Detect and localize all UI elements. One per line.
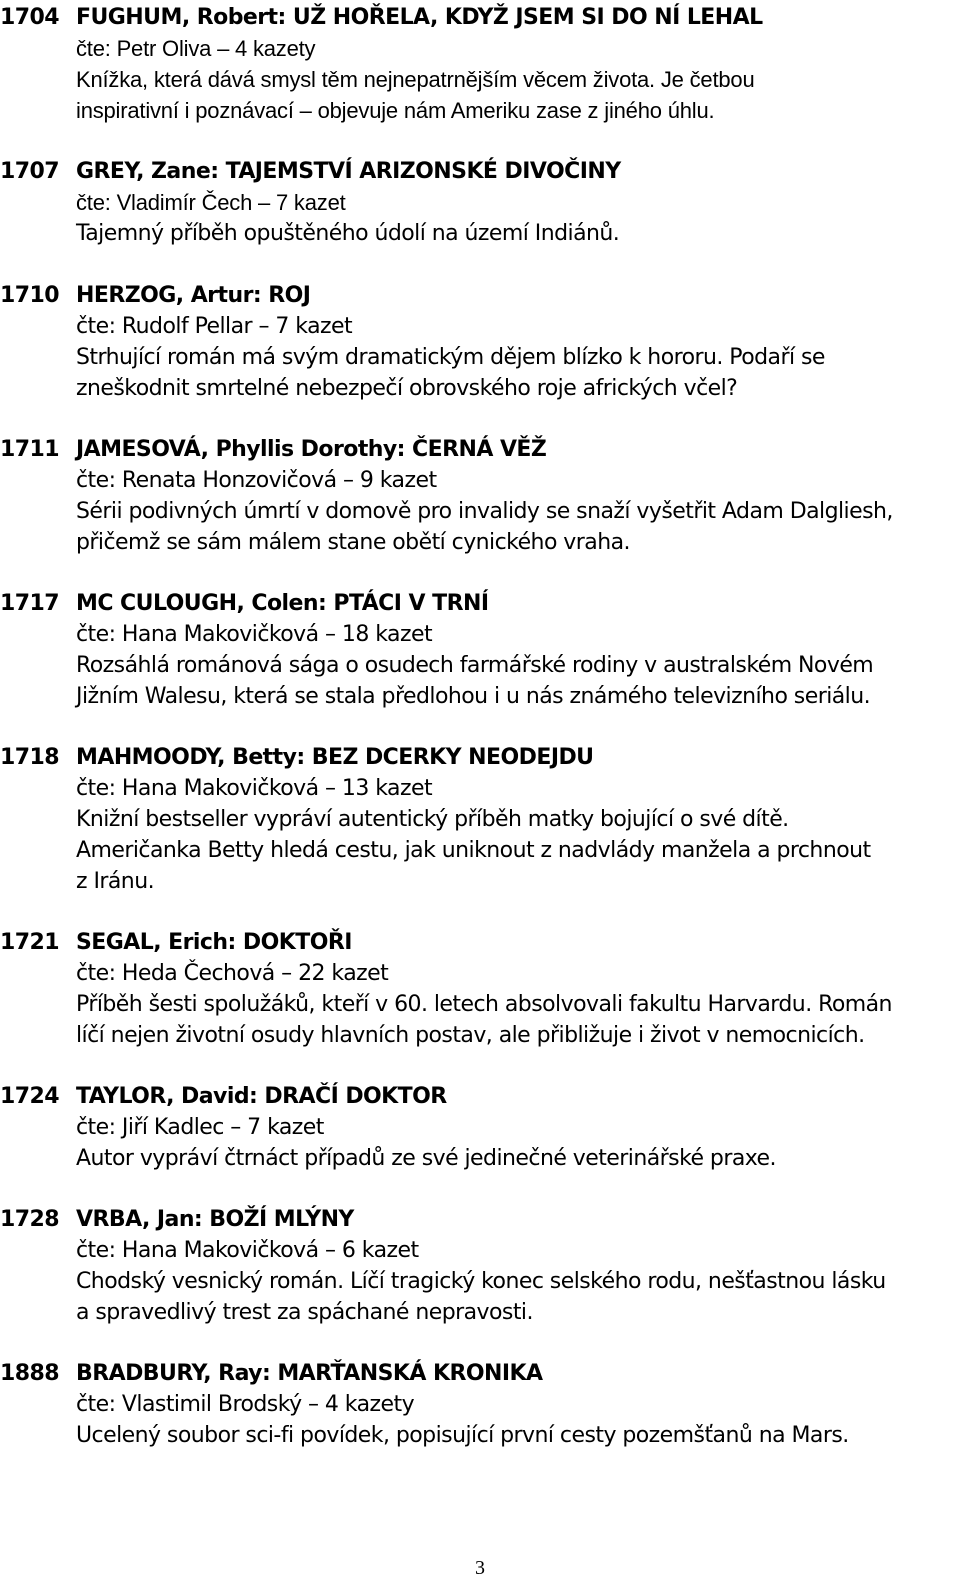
entry-title: TAYLOR, David: DRAČÍ DOKTOR [76,1084,447,1109]
entry-title: VRBA, Jan: BOŽÍ MLÝNY [76,1207,354,1232]
catalog-entry [0,2,955,126]
entry-title: MAHMOODY, Betty: BEZ DCERKY NEODEJDU [76,745,594,770]
entry-description-line: z Iránu. [76,869,155,894]
entry-heading [0,1358,955,1389]
catalog-entry [0,927,955,1051]
entry-description-line: zneškodnit smrtelné nebezpečí obrovského roje afrických včel? [76,376,738,401]
entry-number: 1707 [0,159,60,184]
entry-description-line: Ucelený soubor sci-fi povídek, popisující první cesty pozemšťanů na Mars. [76,1423,849,1448]
entry-description-line: Sérii podivných úmrtí v domově pro invalidy se snaží vyšetřit Adam Dalgliesh, [76,499,893,524]
entry-description-line: Strhující román má svým dramatickým dějem blízko k hororu. Podaří se [76,345,825,370]
entry-number: 1718 [0,745,60,770]
entry-description-line: Knížka, která dává smysl těm nejnepatrnějším věcem života. Je četbou [76,67,755,92]
entry-reader: čte: Hana Makovičková – 13 kazet [76,776,433,801]
entry-number: 1717 [0,591,60,616]
entry-reader: čte: Vladimír Čech – 7 kazet [76,190,346,215]
entry-number: 1888 [0,1361,60,1386]
catalog-entry [0,1081,955,1174]
entry-title: SEGAL, Erich: DOKTOŘI [76,930,352,955]
entry-reader: čte: Rudolf Pellar – 7 kazet [76,314,353,339]
entry-reader: čte: Hana Makovičková – 6 kazet [76,1238,419,1263]
entry-description-line: líčí nejen životní osudy hlavních postav, ale přibližuje i život v nemocnicích. [76,1023,865,1048]
entry-description-line: inspirativní i poznávací – objevuje nám Ameriku zase z jiného úhlu. [76,98,715,123]
entry-title: FUGHUM, Robert: UŽ HOŘELA, KDYŽ JSEM SI DO NÍ LEHAL [76,5,763,30]
entry-title: GREY, Zane: TAJEMSTVÍ ARIZONSKÉ DIVOČINY [76,159,621,184]
entry-description-line: Američanka Betty hledá cestu, jak uniknout z nadvlády manžela a prchnout [76,838,871,863]
entry-description-line: Knižní bestseller vypráví autentický příběh matky bojující o své dítě. [76,807,789,832]
entry-number: 1728 [0,1207,60,1232]
entry-description-line: a spravedlivý trest za spáchané nepravosti. [76,1300,533,1325]
entry-title: HERZOG, Artur: ROJ [76,283,311,308]
entry-reader: čte: Jiří Kadlec – 7 kazet [76,1115,324,1140]
catalog-entry [0,742,955,897]
page-number: 3 [475,1557,485,1579]
entry-number: 1710 [0,283,60,308]
entry-number: 1724 [0,1084,60,1109]
entry-reader: čte: Hana Makovičková – 18 kazet [76,622,433,647]
catalog-entry [0,434,955,558]
entry-heading [0,434,955,465]
catalog-entry [0,1204,955,1328]
entry-title: BRADBURY, Ray: MARŤANSKÁ KRONIKA [76,1361,543,1386]
entry-description-line: Jižním Walesu, která se stala předlohou i u nás známého televizního seriálu. [76,684,871,709]
entry-heading [0,742,955,773]
entry-description-line: Příběh šesti spolužáků, kteří v 60. letech absolvovali fakultu Harvardu. Román [76,992,892,1017]
entry-reader: čte: Heda Čechová – 22 kazet [76,961,389,986]
entry-description-line: Rozsáhlá románová sága o osudech farmářské rodiny v australském Novém [76,653,874,678]
entry-title: JAMESOVÁ, Phyllis Dorothy: ČERNÁ VĚŽ [76,437,547,462]
entry-reader: čte: Vlastimil Brodský – 4 kazety [76,1392,415,1417]
entry-title: MC CULOUGH, Colen: PTÁCI V TRNÍ [76,591,489,616]
entry-description-line: přičemž se sám málem stane obětí cynického vraha. [76,530,630,555]
catalog-entry [0,588,955,712]
entry-heading [0,1081,955,1112]
catalog-entry [0,156,955,249]
entry-description-line: Tajemný příběh opuštěného údolí na území Indiánů. [76,221,620,246]
entry-heading [0,2,955,33]
entry-heading [0,156,955,187]
catalog-entry [0,1358,955,1451]
entry-description-line: Autor vypráví čtrnáct případů ze své jedinečné veterinářské praxe. [76,1146,776,1171]
entry-number: 1711 [0,437,60,462]
entry-reader: čte: Renata Honzovičová – 9 kazet [76,468,437,493]
entry-heading [0,1204,955,1235]
entry-number: 1704 [0,5,60,30]
entry-description-line: Chodský vesnický román. Líčí tragický konec selského rodu, nešťastnou lásku [76,1269,886,1294]
entry-heading [0,280,955,311]
entry-heading [0,588,955,619]
entry-number: 1721 [0,930,60,955]
entry-heading [0,927,955,958]
entry-reader: čte: Petr Oliva – 4 kazety [76,36,316,61]
catalog-entry [0,280,955,404]
